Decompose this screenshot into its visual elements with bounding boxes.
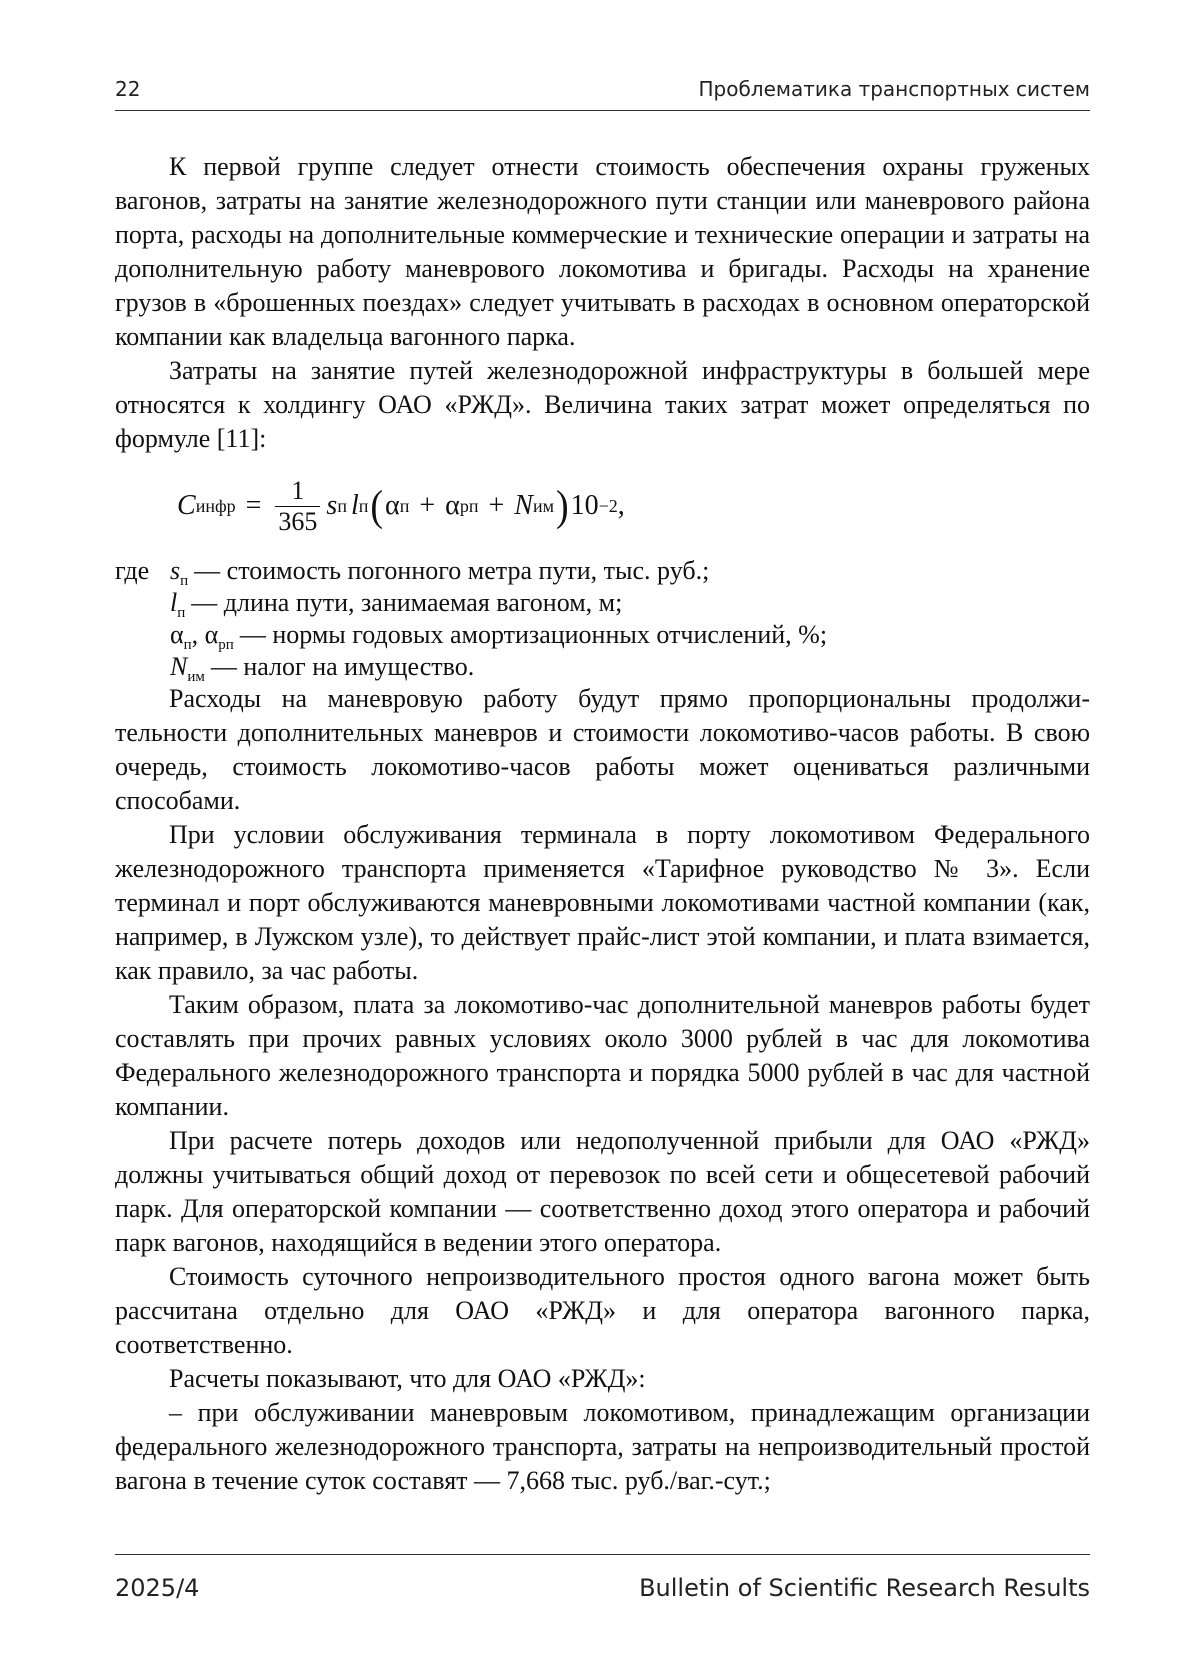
- journal-name: Bulletin of Scientific Research Results: [639, 1574, 1090, 1602]
- paragraph: При расчете потерь доходов или недополученной прибыли для ОАО «РЖД» должны учитываться общий доход от перевозок по всей сети и общесетевой рабочий парк. Для операторской компании — соответственно доход этого оператора и рабочий парк вагонов, находящийся в ведении этого оператора.: [115, 1126, 1090, 1257]
- definition-text: — налог на имущество.: [210, 652, 475, 681]
- formula-fraction: [275, 476, 320, 537]
- formula-alpha2-sub: рп: [459, 496, 479, 516]
- variable-definitions: [115, 554, 1090, 685]
- formula-s-symbol: s: [326, 490, 338, 521]
- formula-plus1: +: [419, 490, 436, 521]
- paragraph: Стоимость суточного непроизводительного простоя одного вагона может быть рассчитана отдельно для ОАО «РЖД» и для оператора вагонного парка, соответственно.: [115, 1262, 1090, 1359]
- issue-number: 2025/4: [115, 1574, 200, 1602]
- running-footer: [115, 1574, 1090, 1602]
- formula-open-paren: (: [370, 481, 384, 531]
- paragraph: Таким образом, плата за локомотиво-час дополнительной маневров работы будет составлять при прочих равных условиях около 3000 рублей в час для локомотива Федерального железнодорожного транспорта и порядка 5000 рублей в час для частной компании.: [115, 990, 1090, 1121]
- footer-rule: [115, 1554, 1090, 1555]
- formula-n-sub: им: [532, 496, 554, 516]
- definition-text: — стоимость погонного метра пути, тыс. руб.;: [194, 556, 710, 585]
- formula-close-paren: ): [555, 481, 569, 531]
- paragraph: Затраты на занятие путей железнодорожной инфраструктуры в большей мере относятся к холдингу ОАО «РЖД». Величина таких затрат может определяться по формуле [11]:: [115, 356, 1090, 453]
- formula-plus2: +: [488, 490, 505, 521]
- definition-row: [115, 586, 1090, 621]
- paragraph: При условии обслуживания терминала в порту локомотивом Федерального железнодорожного транспорта применяется «Тарифное руководство № 3». Если терминал и порт обслуживаются маневровными локомотивами частной компании (как, например, в Лужском узле), то действует прайс-лист этой компании, и плата взимается, как правило, за час работы.: [115, 820, 1090, 985]
- running-header: [115, 77, 1090, 101]
- formula-power-exp: −2: [598, 496, 618, 516]
- formula-alpha2: α: [445, 490, 460, 521]
- article-body: [115, 150, 1090, 1498]
- definition-symbol: $l_п$: [170, 588, 186, 621]
- definition-symbol: $\alpha_п$, $\alpha_{рп}$: [170, 620, 234, 653]
- formula-equals: =: [245, 490, 262, 521]
- definition-text: — длина пути, занимаемая вагоном, м;: [191, 588, 623, 617]
- formula-l-sub: п: [358, 496, 369, 516]
- paragraph: Расходы на маневровую работу будут прямо пропорциональны продолжительности дополнительных маневров и стоимости локомотиво-часов работы. В свою очередь, стоимость локомотиво-часов работы может оцениваться различными способами.: [115, 684, 1090, 815]
- paragraph: Расчеты показывают, что для ОАО «РЖД»:: [169, 1364, 646, 1393]
- header-rule: [115, 110, 1090, 111]
- formula-s-sub: п: [337, 496, 347, 516]
- formula-trailing-comma: ,: [617, 490, 625, 521]
- journal-section: Проблематика транспортных систем: [698, 77, 1090, 101]
- formula-alpha1-sub: п: [399, 496, 410, 516]
- formula-lhs-symbol: C: [177, 490, 196, 521]
- paragraph: – при обслуживании маневровым локомотивом, принадлежащим организации федерального железнодорожного транспорта, затраты на непроизводительный простой вагона в течение суток составят — 7,668 тыс. руб./ваг.-сут.;: [115, 1398, 1090, 1495]
- formula-n-symbol: N: [514, 490, 533, 521]
- fraction-denominator: 365: [275, 506, 320, 537]
- definition-symbol: $s_п$: [170, 556, 189, 589]
- definition-row: [115, 650, 1090, 685]
- definition-row: [115, 618, 1090, 653]
- definition-lead-word: где: [115, 556, 150, 585]
- formula-alpha1: α: [385, 490, 400, 521]
- definition-symbol: $N_{им}$: [170, 652, 205, 685]
- page-number: 22: [115, 77, 141, 101]
- paragraph: К первой группе следует отнести стоимость обеспечения охраны груженых вагонов, затраты на занятие железнодорожного пути станции или маневрового района порта, расходы на дополнительные коммерческие и технические операции и затраты на дополнительную работу маневрового локомотива и бригады. Расходы на хранение грузов в «брошенных поездах» следует учитывать в расходах в основном операторской компании как владельца вагонного парка.: [115, 152, 1090, 351]
- formula-l-symbol: l: [350, 490, 359, 521]
- definition-row: [115, 554, 1090, 589]
- formula-power-base: 10: [570, 490, 599, 521]
- definition-text: — нормы годовых амортизационных отчислений, %;: [239, 620, 828, 649]
- formula-lhs-sub: инфр: [195, 496, 236, 516]
- fraction-numerator: 1: [291, 475, 305, 505]
- formula-c-infr: [115, 460, 1090, 552]
